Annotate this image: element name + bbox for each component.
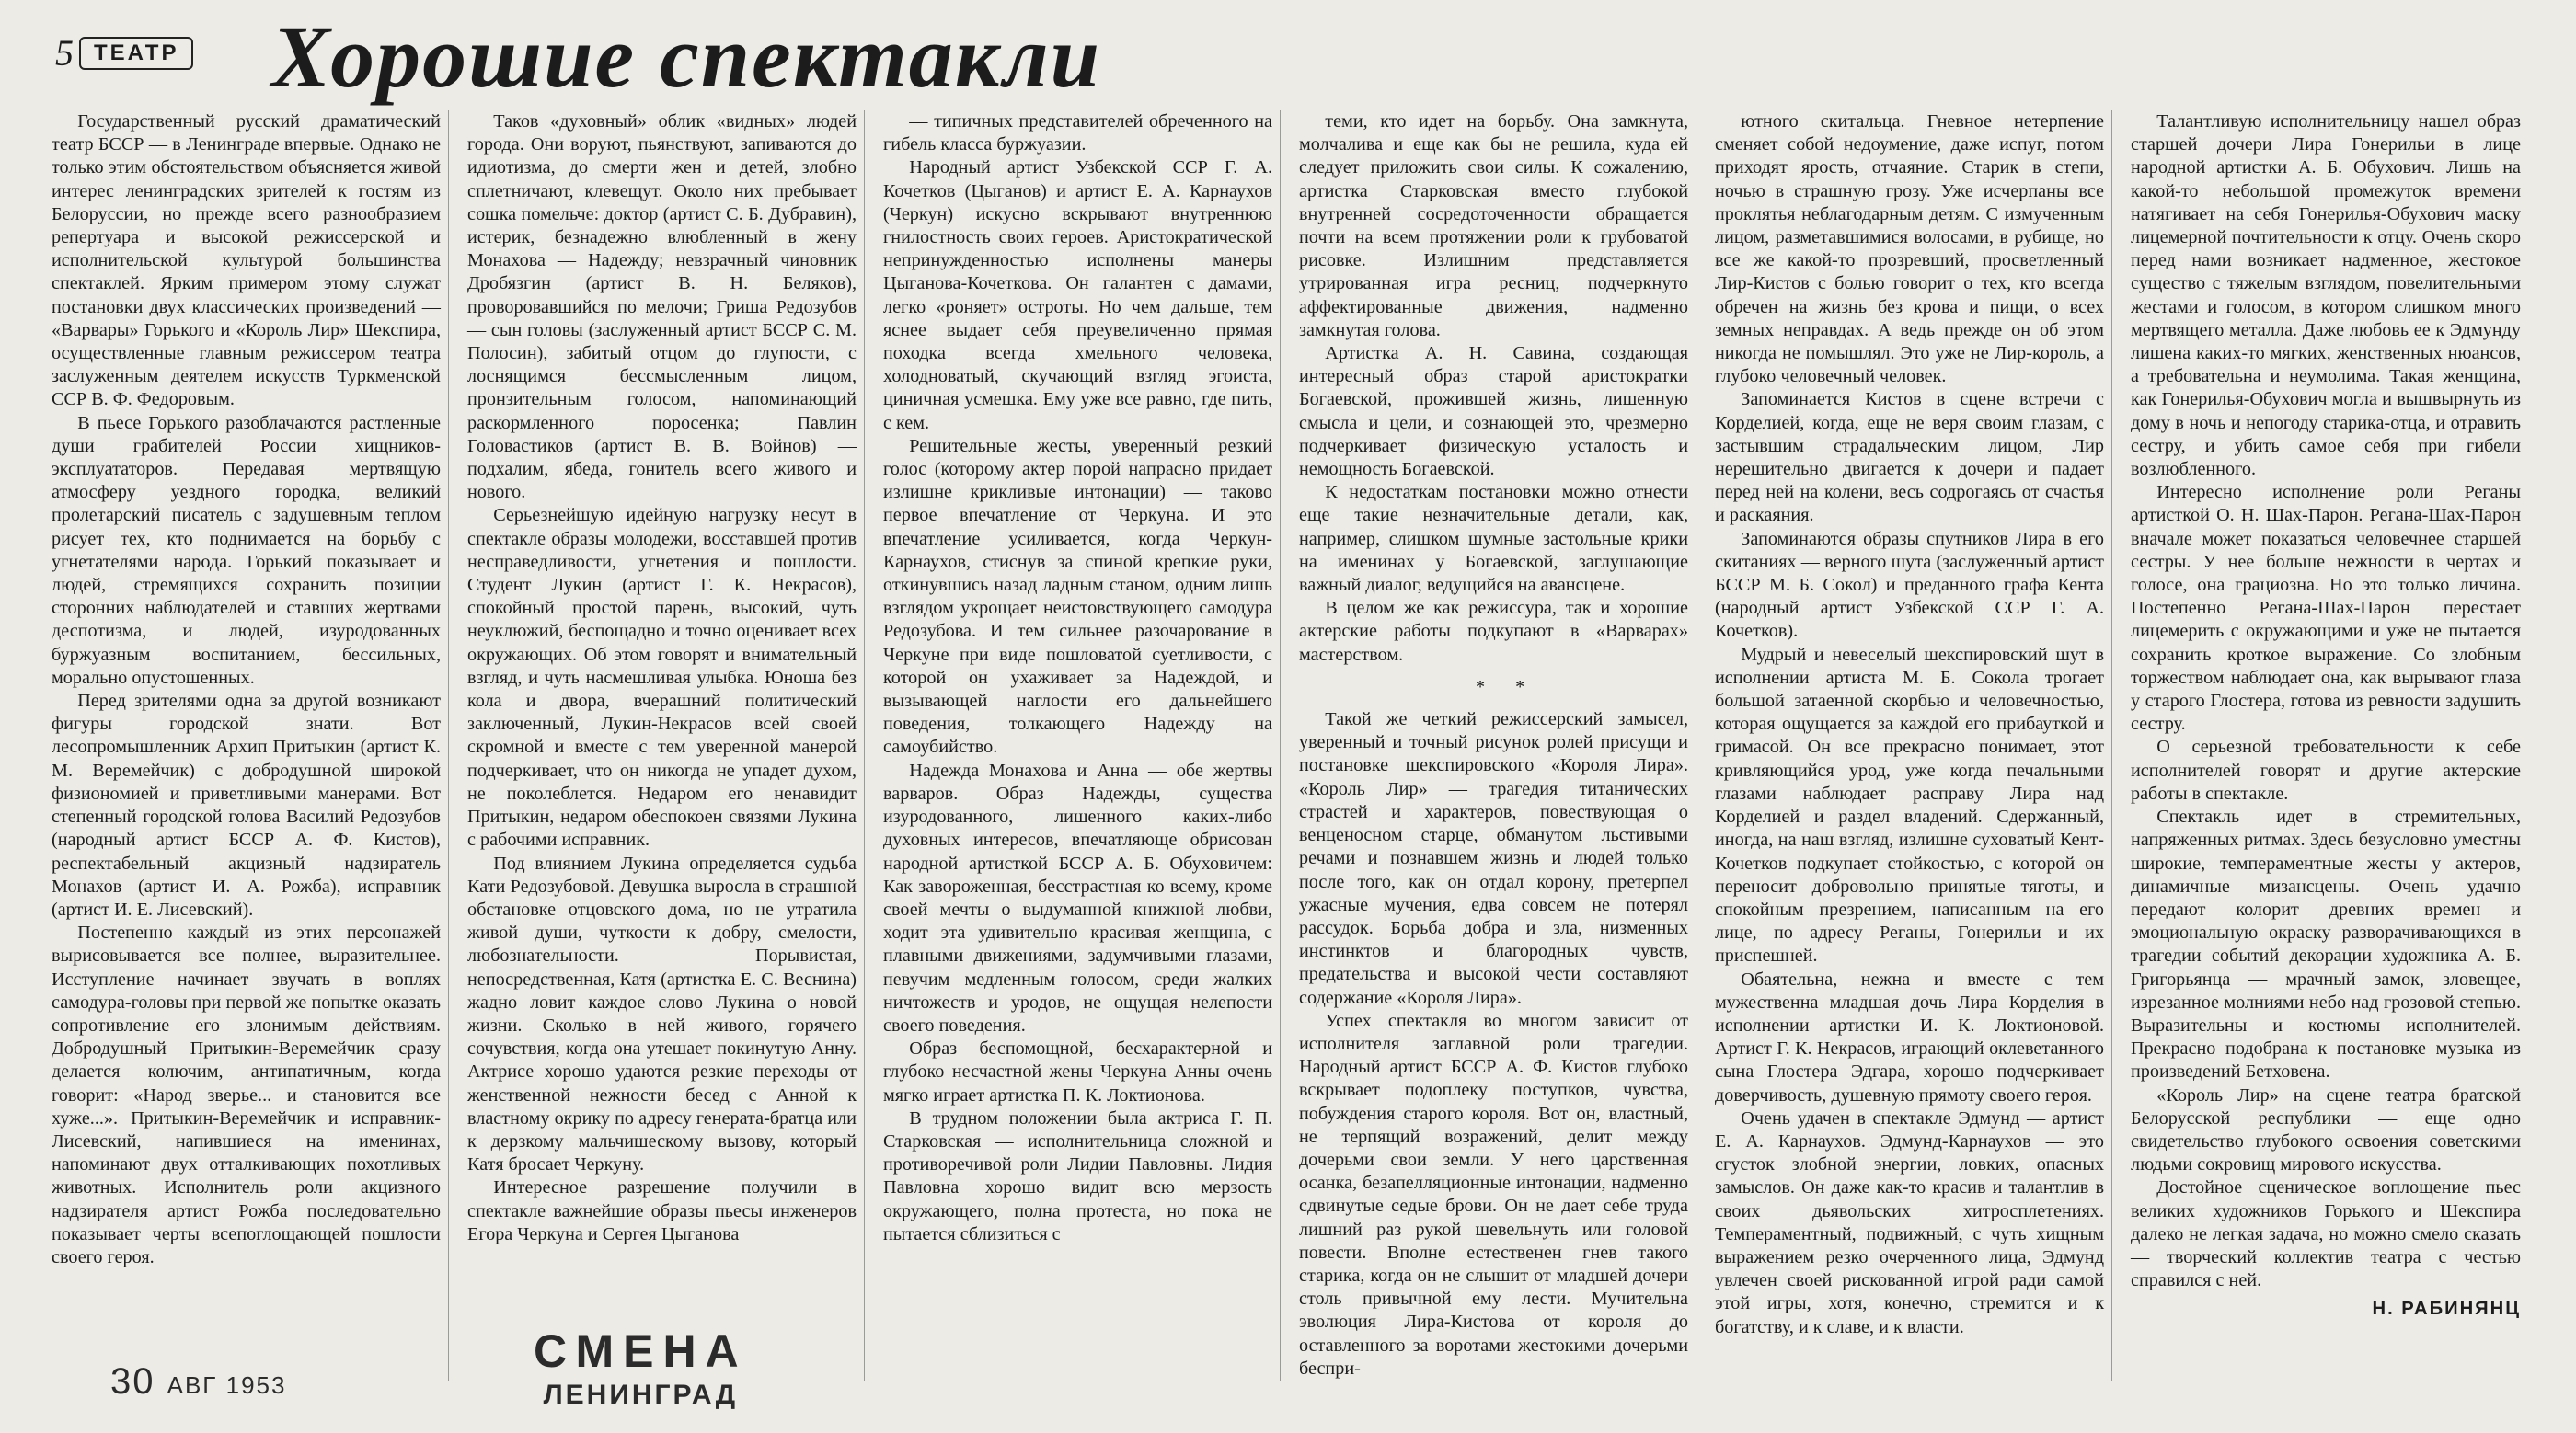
- column-3: [883, 110, 1281, 1381]
- paragraph: Обаятельна, нежна и вместе с тем мужественна младшая дочь Лира Корделия в исполнении артистки И. К. Локтионовой. Артист Г. К. Некрасов, играющий оклеветанного сына Глостера Эдгара, хорошо подчеркивает доверчивость, душевную прямоту своего героя.: [1715, 969, 2104, 1106]
- column-1: [52, 110, 449, 1381]
- paragraph: Государственный русский драматический театр БССР — в Ленинграде впервые. Однако не только этим обстоятельством объясняется живой интерес ленинградских зрителей к гостям из Белоруссии, но прежде всего разнообразием репертуара и высокой режиссерской и исполнительской культурой большинства спектаклей. Ярким примером этому служат постановки двух классических произведений — «Варвары» Горького и «Король Лир» Шекспира, осуществленные главным режиссером театра заслуженным деятелем искусств Туркменской ССР В. Ф. Федоровым.: [52, 111, 441, 410]
- paragraph: Интересно исполнение роли Реганы артисткой О. Н. Шах-Парон. Регана-Шах-Парон вначале может показаться человечнее старшей сестры. У нее больше нежности в чертах и голосе, она грациозна. Но это только личина. Постепенно Регана-Шах-Парон перестает лицемерить с окружающими и уже не пытается сохранить кроткое выражение. Со злобным торжеством наблюдает она, как вырывают глаза у старого Глостера, готова из ревности задушить сестру.: [2131, 482, 2521, 735]
- paragraph: Очень удачен в спектакле Эдмунд — артист Е. А. Карнаухов. Эдмунд-Карнаухов — это сгусток злобной энергии, ловких, опасных замыслов. Он даже как-то красив и талантлив в своих дьявольских хитросплетениях. Темпераментный, подвижный, с чуть хищным выражением резко очерченного лица, Эдмунд увлечен своей рискованной игрой ради самой этой игры, хотя, конечно, стремится и к богатству, и к славе, и к власти.: [1715, 1107, 2104, 1337]
- paragraph: Под влиянием Лукина определяется судьба Кати Редозубовой. Девушка выросла в страшной обстановке отцовского дома, но не утратила живой души, чуткости к добру, смелости, любознательности. Порывистая, непосредственная, Катя (артистка Е. С. Веснина) жадно ловит каждое слово Лукина о новой жизни. Сколько в ней живого, горячего сочувствия, когда она утешает покинутую Анну. Актрисе хорошо удаются резкие переходы от женственной нежности бесед с Анной к властному окрику по адресу генерата-братца или к дерзкому мальчишескому вызову, который Катя бросает Черкуну.: [467, 853, 857, 1175]
- paragraph: теми, кто идет на борьбу. Она замкнута, молчалива и еще как бы не решила, куда ей следует приложить свои силы. К сожалению, артистка Старковская вместо глубокой внутренней сосредоточенности обращается почти на всем протяжении роли к грубоватой рисовке. Излишним представляется утрированная игра ресниц, подчеркнуто аффектированные движения, надменно замкнутая голова.: [1299, 111, 1688, 340]
- rubric: [55, 31, 193, 75]
- date-stamp-day: 30: [110, 1361, 155, 1402]
- paragraph: Народный артист Узбекской ССР Г. А. Кочетков (Цыганов) и артист Е. А. Карнаухов (Черкун) искусно вскрывают внутреннюю гнилостность своих героев. Аристократической непринужденностью исполнены манеры Цыганова-Кочеткова. Он галантен с дамами, легко «роняет» остроты. Но чем дальше, тем яснее выдает себя преувеличенно прямая походка всегда хмельного человека, холодноватый, скучающий взгляд эгоиста, циничная усмешка. Ему уже все равно, где пить, с кем.: [883, 157, 1272, 433]
- rubric-number: 5: [55, 32, 74, 74]
- date-stamp: [110, 1361, 286, 1403]
- paragraph: О серьезной требовательности к себе исполнителей говорят и другие актерские работы в спектакле.: [2131, 737, 2521, 804]
- paragraph: В трудном положении была актриса Г. П. Старковская — исполнительница сложной и противоречивой роли Лидии Павловны. Лидия Павловна хорошо видит всю мерзость окружающего, полна протеста, но пока не пытается сблизиться с: [883, 1107, 1272, 1244]
- paragraph: В целом же как режиссура, так и хорошие актерские работы подкупают в «Варварах» мастерством.: [1299, 598, 1688, 665]
- newspaper-stamp-name: СМЕНА: [534, 1325, 748, 1377]
- paragraph: Перед зрителями одна за другой возникают фигуры городской знати. Вот лесопромышленник Архип Притыкин (артист К. М. Веремейчик) с добродушной широкой физиономией и приветливыми манерами. Вот степенный городской голова Василий Редозубов (народный артист БССР А. Ф. Кистов), респектабельный акцизный надзиратель Монахов (артист И. А. Рожба), исправник (артист И. Е. Лисевский).: [52, 691, 441, 920]
- newspaper-stamp-city: ЛЕНИНГРАД: [543, 1380, 739, 1410]
- paragraph: Образ беспомощной, бесхарактерной и глубоко несчастной жены Черкуна Анны очень мягко играет артистка П. К. Локтионова.: [883, 1038, 1272, 1106]
- paragraph: Достойное сценическое воплощение пьес великих художников Горького и Шекспира далеко не легкая задача, но можно смело сказать — творческий коллектив театра с честью справился с ней.: [2131, 1177, 2521, 1291]
- paragraph: Талантливую исполнительницу нашел образ старшей дочери Лира Гонерильи в лице народной артистки А. Б. Обухович. Лишь на какой-то небольшой промежуток времени натягивает на себя Гонерилья-Обухович маску лицемерной почтительности к отцу. Очень скоро перед нами возникает надменное, жестокое существо с тяжелым взглядом, повелительными жестами и голосом, в котором слишком много мертвящего металла. Даже любовь ее к Эдмунду лишена каких-то мягких, женственных нюансов, а требовательна и неумолима. Такая женщина, как Гонерилья-Обухович могла и вышвырнуть из дому в ночь и непогоду старика-отца, и отравить сестру, и убить самое себя при гибели возлюбленного.: [2131, 111, 2521, 480]
- newspaper-stamp: [534, 1324, 748, 1411]
- headline: Хорошие спектакли: [271, 7, 1101, 106]
- paragraph: Надежда Монахова и Анна — обе жертвы варваров. Образ Надежды, существа изуродованного, лишенного каких-либо духовных интересов, впечатляюще обрисован народной артисткой БССР А. Б. Обуховичем: Как завороженная, бесстрастная ко всему, кроме своей мечты о выдуманной книжной любви, ходит эта удивительно красивая женщина, с плавными движениями, задумчивыми глазами, певучим медленным голосом, среди жалких ничтожеств и уродов, не ощущая нелепости своего поведения.: [883, 760, 1272, 1036]
- column-4: [1299, 110, 1696, 1381]
- paragraph: Таков «духовный» облик «видных» людей города. Они воруют, пьянствуют, запиваются до идиотизма, до смерти жен и детей, злобно сплетничают, клевещут. Около них пребывает сошка помельче: доктор (артист С. Б. Дубравин), истерик, безнадежно влюбленный в жену Монахова — Надежду; невзрачный чиновник Дробязгин (артист В. Н. Беляков), проворовавшийся по мелочи; Гриша Редозубов — сын головы (заслуженный артист БССР С. М. Полосин), забитый отцом до глупости, с лоснящимся бессмысленным лицом, пронзительным голосом, напоминающий раскормленного поросенка; Павлин Головастиков (артист В. В. Войнов) — подхалим, ябеда, гонитель всего живого и нового.: [467, 111, 857, 503]
- paragraph: Решительные жесты, уверенный резкий голос (которому актер порой напрасно придает излишне крикливые интонации) — таково первое впечатление от Черкуна. И это впечатление усиливается, когда Черкун-Карнаухов, стиснув за спиной крепкие руки, откинувшись назад ладным станом, одним лишь взглядом укрощает неистовствующего самодура Редозубова. И тем сильнее разочарование в Черкуне при виде пошловатой суетливости, с которой он ухаживает за Надеждой, и вызывающей наглости его дальнейшего поведения, толкающего Надежду на самоубийство.: [883, 435, 1272, 758]
- date-stamp-month-year: АВГ 1953: [167, 1371, 287, 1399]
- paragraph: Постепенно каждый из этих персонажей вырисовывается все полнее, выразительнее. Исступление начинает звучать в воплях самодура-головы при первой же попытке оказать сопротивление его злонимым действиям. Добродушный Притыкин-Веремейчик сразу делается колючим, антипатичным, когда говорит: «Народ зверье... и становится все хуже...». Притыкин-Веремейчик и исправник-Лисевский, напившиеся на именинах, напоминают двух отталкивающих похотливых животных. Исполнитель роли акцизного надзирателя артист Рожба последовательно показывает черты всепоглощающей пошлости своего героя.: [52, 923, 441, 1267]
- column-2: [467, 110, 865, 1381]
- paragraph: * *: [1476, 676, 1538, 697]
- paragraph: Успех спектакля во многом зависит от исполнителя заглавной роли трагедии. Народный артист БССР А. Ф. Кистов глубоко вскрывает подоплеку поступков, чувства, побуждения старого короля. Вот он, властный, не терпящий возражений, делит между дочерьми свои земли. У него царственная осанка, безапелляционные интонации, надменно сдвинутые седые брови. Он не дает себе труда лишний раз рукой шевельнуть или головой повести. Вполне естественен гнев такого старика, когда он не слышит от младшей дочери столь привычной ему лести. Мучительна эволюция Лира-Кистова от короля до оставленного за воротами жестокими дочерьми беспри-: [1299, 1010, 1688, 1379]
- paragraph: Интересное разрешение получили в спектакле важнейшие образы пьесы инженеров Егора Черкуна и Сергея Цыганова: [467, 1177, 857, 1244]
- paragraph: «Король Лир» на сцене театра братской Белорусской республики — еще одно свидетельство глубокого освоения советскими людьми сокровищ мирового искусства.: [2131, 1084, 2521, 1175]
- paragraph: Серьезнейшую идейную нагрузку несут в спектакле образы молодежи, восставшей против несправедливости, угнетения и пошлости. Студент Лукин (артист Г. К. Некрасов), спокойный простой парень, высокий, чуть неуклюжий, беспощадно и точно оценивает всех окружающих. Об этом говорят и внимательный взгляд, и чуть насмешливая улыбка. Юноша без кола и двора, вчерашний политический заключенный, Лукин-Некрасов всей своей скромной и вместе с тем уверенной манерой подчеркивает, что он никогда не упадет духом, не поколеблется. Недаром его ненавидит Притыкин, недаром обеспокоен связями Лукина с рабочими исправник.: [467, 505, 857, 851]
- rubric-tag: ТЕАТР: [79, 37, 193, 70]
- paragraph: К недостаткам постановки можно отнести еще такие незначительные детали, как, например, слишком шумные застольные крики на именинах у Богаевской, заглушающие важный диалог, ведущийся на авансцене.: [1299, 482, 1688, 596]
- paragraph: Запоминается Кистов в сцене встречи с Корделией, когда, еще не веря своим глазам, с застывшим страдальческим лицом, Лир нерешительно двигается к дочери и падает перед ней на колени, весь содрогаясь от счастья и раскаяния.: [1715, 389, 2104, 526]
- paragraph: В пьесе Горького разоблачаются растленные души грабителей России хищников-эксплуататоров. Передавая мертвящую атмосферу уездного городка, великий пролетарский писатель с задушевным теплом рисует тех, кто поднимается на борьбу с угнетателями народа. Горький показывает и людей, стремящихся сохранить позиции сторонних наблюдателей и ставших жертвами деспотизма, и людей, изуродованных буржуазным воспитанием, бессильных, морально опустошенных.: [52, 412, 441, 688]
- column-5: [1715, 110, 2112, 1381]
- column-6: [2131, 110, 2528, 1381]
- paragraph: Артистка А. Н. Савина, создающая интересный образ старой аристократки Богаевской, прожившей жизнь, лишенную смысла и цели, и сознающей это, чрезмерно подчеркивает физическую усталость и немощность Богаевской.: [1299, 343, 1688, 480]
- author-signature: Н. РАБИНЯНЦ: [2372, 1299, 2521, 1320]
- paragraph: — типичных представителей обреченного на гибель класса буржуазии.: [883, 111, 1272, 155]
- paragraph: Мудрый и невеселый шекспировский шут в исполнении артиста М. Б. Сокола трогает большой затаенной скорбью и человечностью, которая ощущается за каждой его прибауткой и гримасой. Он все прекрасно понимает, этот кривляющийся урод, уже когда печальными глазами наблюдает расправу Лира над Корделией и раздел владений. Сдержанный, иногда, на наш взгляд, излишне суховатый Кент-Кочетков подкупает стойкостью, с которой он переносит добровольно принятые тяготы, и спокойным презрением, написанным на его лице, по адресу Реганы, Гонерильи и их приспешней.: [1715, 644, 2104, 967]
- paragraph: Спектакль идет в стремительных, напряженных ритмах. Здесь безусловно уместны широкие, темпераментные жесты у актеров, динамичные мизансцены. Очень удачно передают колорит древних времен и эмоциональную окраску разворачивающихся в трагедии событий декорации художника А. Б. Григорьянца — мрачный замок, зловещее, изрезанное молниями небо над грозовой степью. Выразительны и костюмы исполнителей. Прекрасно подобрана к постановке музыка из произведений Бетховена.: [2131, 807, 2521, 1083]
- paragraph: ютного скитальца. Гневное нетерпение сменяет собой недоумение, даже испуг, потом приходят ярость, отчаяние. Старик в степи, ночью в страшную грозу. Уже исчерпаны все проклятья неблагодарным детям. С измученным лицом, разметавшимися волосами, в рубище, но все же какой-то прозревший, просветленный Лир-Кистов с болью говорит о тех, кто всегда обречен на жизнь без крова и пищи, о всех земных неправдах. А ведь прежде он об этом никогда не помышлял. Это уже не Лир-король, а глубоко человечный человек.: [1715, 111, 2104, 387]
- paragraph: Запоминаются образы спутников Лира в его скитаниях — верного шута (заслуженный артист БССР М. Б. Сокол) и преданного графа Кента (народный артист Узбекской ССР Г. А. Кочетков).: [1715, 528, 2104, 642]
- paragraph: Такой же четкий режиссерский замысел, уверенный и точный рисунок ролей присущи и постановке шекспировского «Короля Лира». «Король Лир» — трагедия титанических страстей и характеров, повествующая о венценосном старце, обманутом льстивыми речами и познавшем жизнь и людей только после того, как он отдал корону, претерпел ужасные мучения, едва совсем не потерял рассудок. Борьба добра и зла, низменных инстинктов и благородных чувств, предательства и высокой чести составляют содержание «Короля Лира».: [1299, 709, 1688, 1008]
